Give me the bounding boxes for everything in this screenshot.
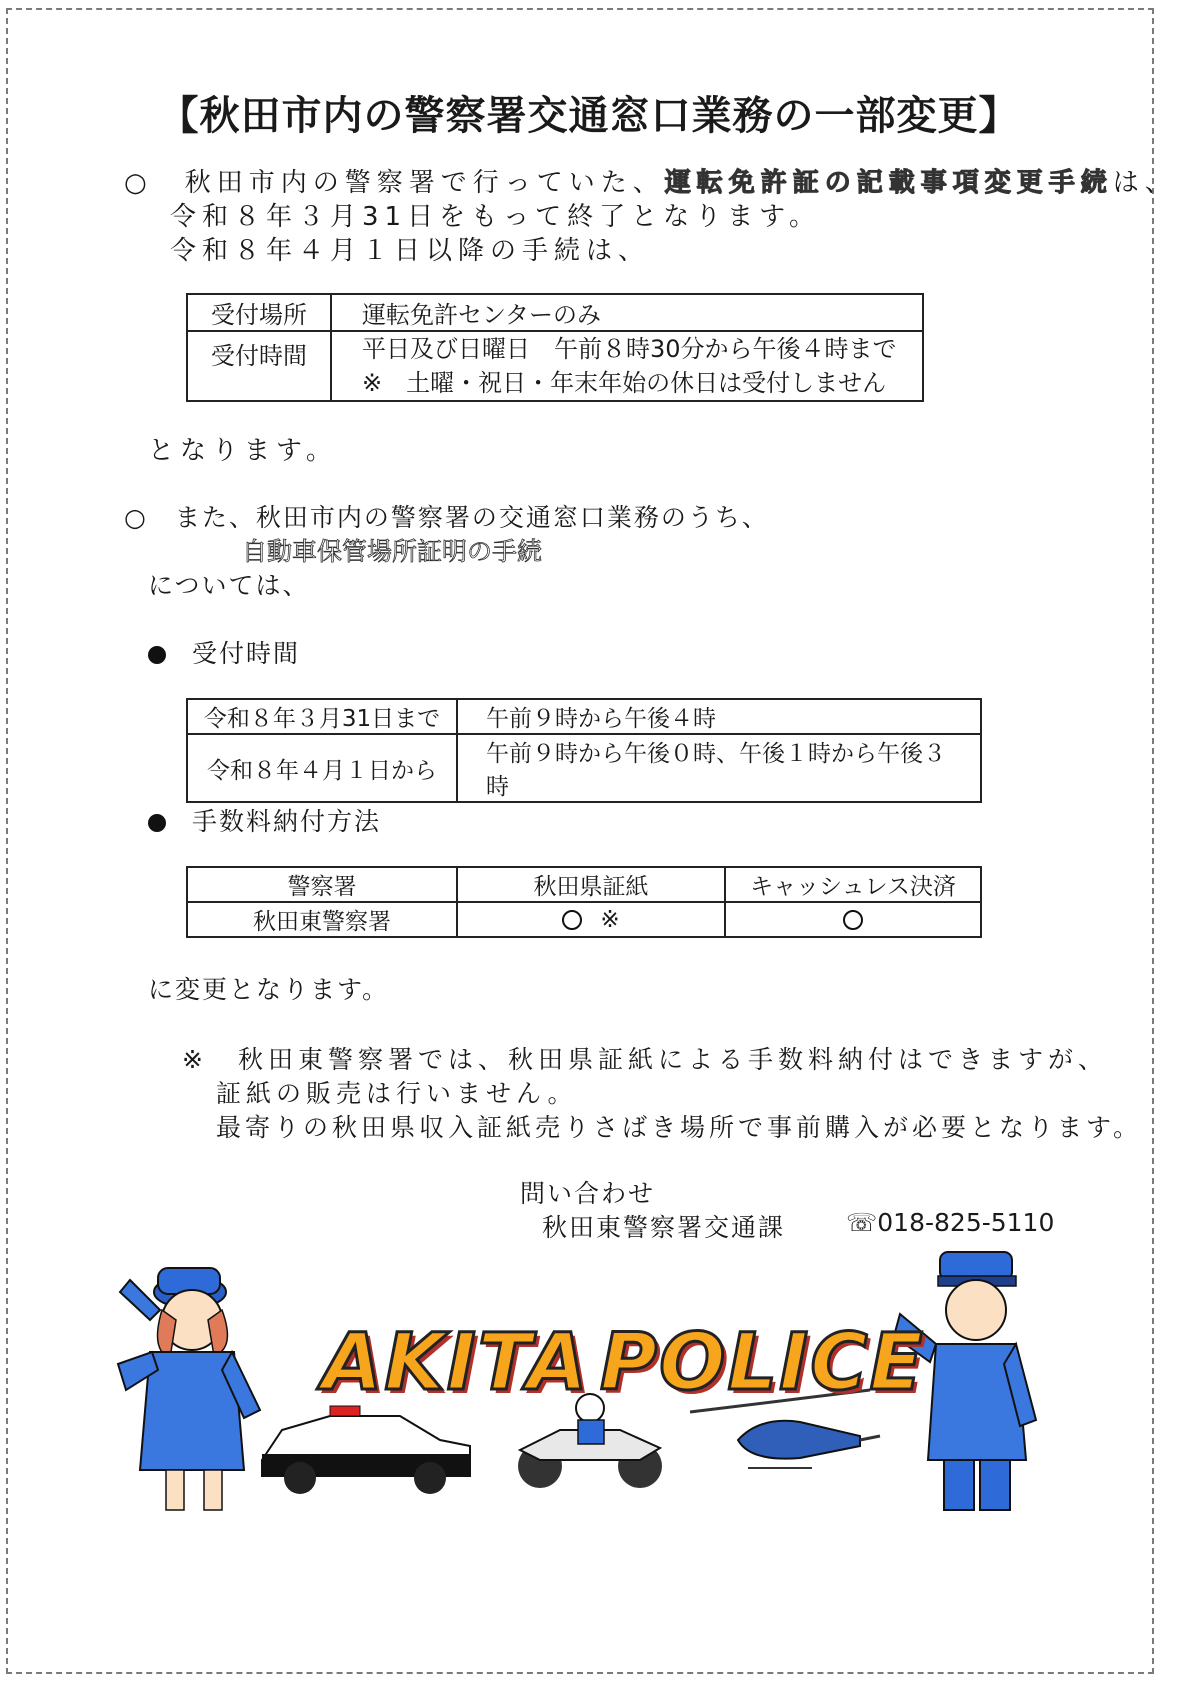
license-change-highlight: 運転免許証の記載事項変更手続 (664, 168, 1113, 198)
section2-bullet: ○ (124, 503, 148, 532)
note-text1: 秋田東警察署では、秋田県証紙による手数料納付はできますが、 (237, 1045, 1108, 1074)
bullet-dot-icon (148, 814, 166, 832)
bullet-dot-icon (148, 646, 166, 664)
contact-phone (846, 1208, 1054, 1237)
fees-heading (148, 802, 381, 838)
fees-table (186, 866, 982, 938)
fees-col-stamp: 秋田県証紙 (457, 867, 725, 902)
garage-certificate-highlight: 自動車保管場所証明の手続 (242, 537, 543, 566)
section1-text-a: 秋田市内の警察署で行っていた、 (184, 168, 665, 198)
stamp-note-mark: ※ (600, 906, 620, 933)
note-line1 (182, 1040, 1108, 1076)
logo-akita: AKITA (322, 1318, 590, 1408)
hours-table (186, 698, 982, 803)
reception-hours-line2: ※ 土曜・祝日・年末年始の休日は受付しません (362, 369, 887, 397)
license-center-table (186, 293, 924, 402)
logo-police: POLICE (600, 1318, 925, 1408)
section1-bullet: ○ (124, 168, 153, 198)
contact-heading: 問い合わせ (520, 1179, 656, 1208)
note-line3: 最寄りの秋田県収入証紙売りさばき場所で事前購入が必要となります。 (216, 1113, 1143, 1142)
section2-text: また、秋田市内の警察署の交通窓口業務のうち、 (174, 503, 769, 532)
section1-text-b: は、 (1112, 168, 1177, 198)
fees-col-station: 警察署 (187, 867, 457, 902)
section1-line3: 令和８年４月１日以降の手続は、 (170, 236, 651, 266)
fees-heading-text: 手数料納付方法 (192, 807, 382, 836)
reception-place-value: 運転免許センターのみ (331, 294, 923, 331)
reception-place-label: 受付場所 (187, 294, 331, 331)
contact-phone-number: 018-825-5110 (877, 1208, 1055, 1237)
fees-station-name: 秋田東警察署 (187, 902, 457, 937)
section2-line1 (124, 498, 769, 534)
phone-icon: ☏ (846, 1208, 878, 1237)
hours-heading (148, 634, 300, 670)
reception-hours-value (331, 331, 923, 401)
section1-line2: 令和８年３月31日をもって終了となります。 (170, 202, 822, 232)
available-circle-icon (843, 910, 863, 930)
hours-date-row1: 令和８年３月31日まで (187, 699, 457, 734)
contact-dept: 秋田東警察署交通課 (542, 1213, 786, 1242)
section2-closing: に変更となります。 (148, 975, 390, 1004)
hours-date-row2: 令和８年４月１日から (187, 734, 457, 802)
patrol-car-illustration (262, 1406, 470, 1494)
reception-hours-label: 受付時間 (187, 331, 331, 401)
hours-heading-text: 受付時間 (192, 639, 301, 668)
note-mark: ※ (182, 1045, 208, 1074)
fees-cashless-cell (725, 902, 981, 937)
fees-col-cashless: キャッシュレス決済 (725, 867, 981, 902)
reception-hours-line1: 平日及び日曜日 午前８時30分から午後４時まで (362, 335, 897, 363)
available-circle-icon (562, 910, 582, 930)
hours-time-row1: 午前９時から午後４時 (457, 699, 981, 734)
section1-closing: となります。 (148, 436, 338, 466)
female-officer-illustration (118, 1268, 260, 1510)
section1-line1 (124, 162, 1177, 199)
hours-time-row2: 午前９時から午後０時、午後１時から午後３時 (457, 734, 981, 802)
fees-stamp-cell (457, 902, 725, 937)
police-motorcycle-illustration (518, 1394, 662, 1488)
note-line2: 証紙の販売は行いません。 (216, 1079, 578, 1108)
page-title: 【秋田市内の警察署交通窓口業務の一部変更】 (158, 93, 1020, 139)
section2-line3: については、 (148, 571, 310, 600)
